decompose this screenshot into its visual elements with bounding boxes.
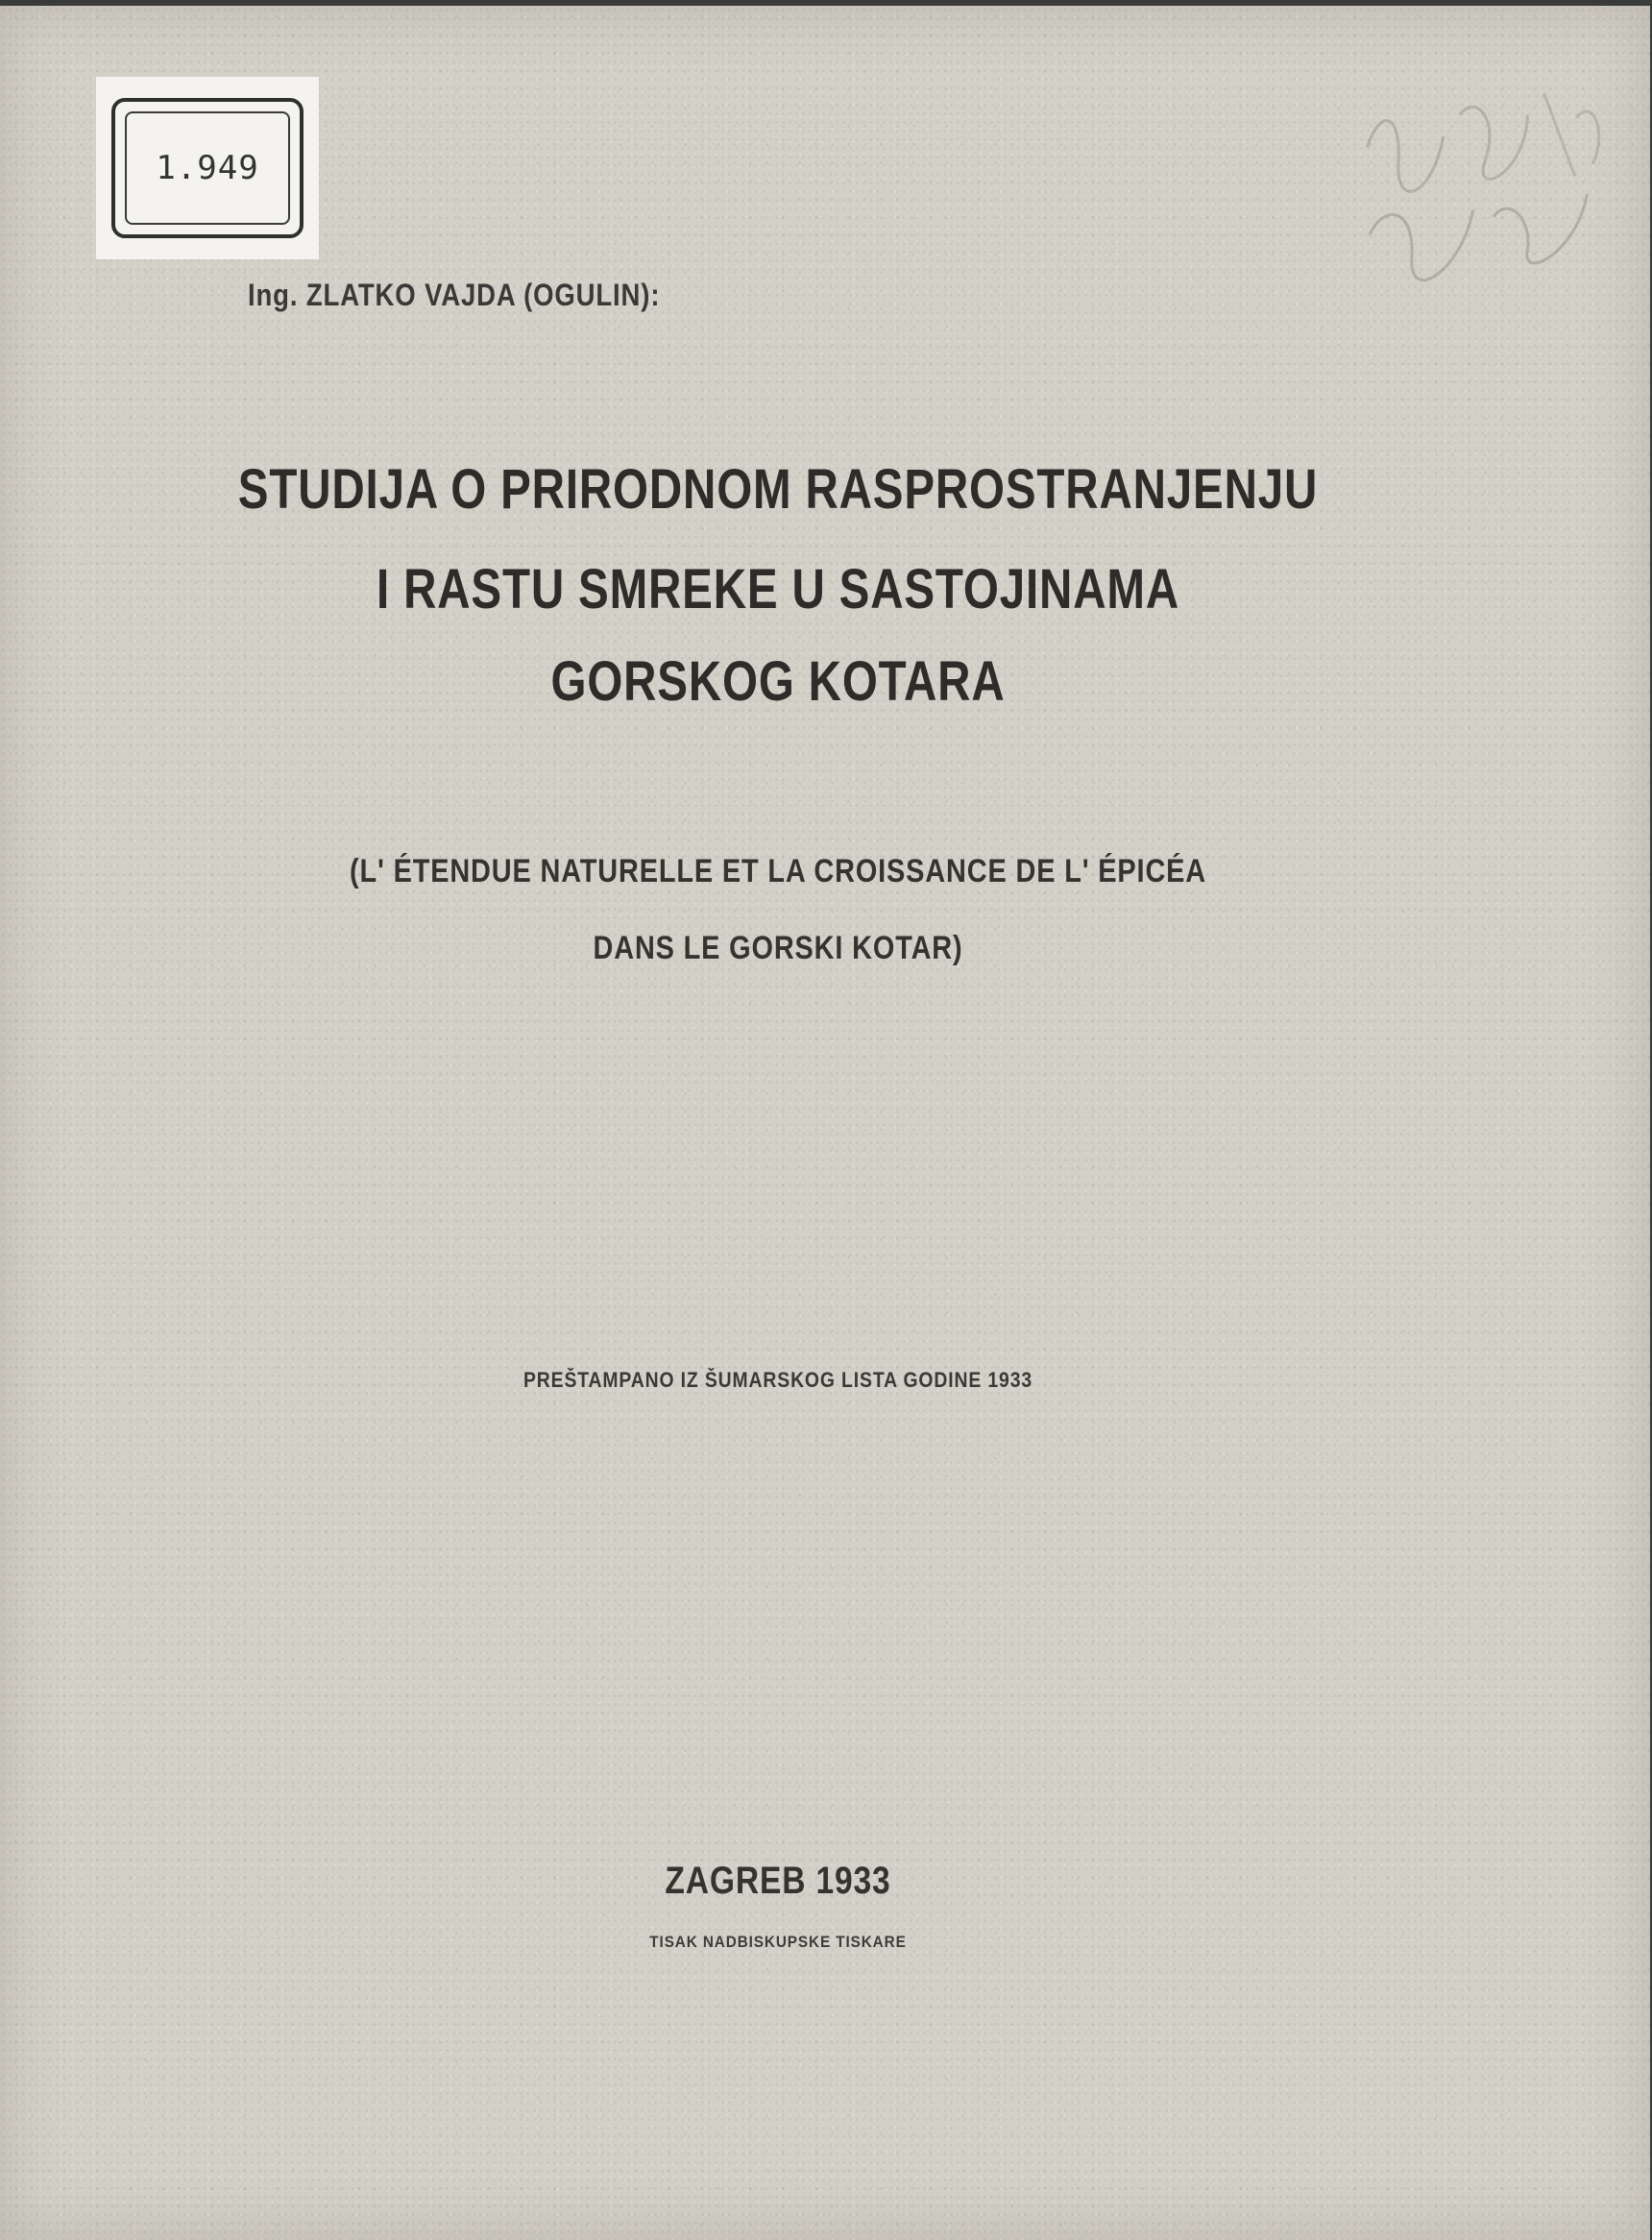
label-number: 1.949 <box>125 111 291 226</box>
pencil-marks <box>1330 54 1646 313</box>
subtitle-line-1: (L' ÉTENDUE NATURELLE ET LA CROISSANCE DE L' ÉPICÉA <box>349 853 1207 889</box>
library-label <box>96 77 319 259</box>
title-line-1: STUDIJA O PRIRODNOM RASPROSTRANJENJU <box>237 458 1319 521</box>
imprint-place-year: ZAGREB 1933 <box>665 1860 891 1902</box>
title-line-3: GORSKOG KOTARA <box>550 650 1006 713</box>
pencil-scribble-icon <box>1330 54 1646 313</box>
subtitle-line-2: DANS LE GORSKI KOTAR) <box>593 930 963 966</box>
label-frame <box>111 98 304 238</box>
imprint-printer: TISAK NADBISKUPSKE TISKARE <box>649 1933 907 1951</box>
document-page <box>0 6 1650 2240</box>
author-line: Ing. ZLATKO VAJDA (OGULIN): <box>248 278 661 312</box>
title-line-2: I RASTU SMREKE U SASTOJINAMA <box>377 558 1179 621</box>
reprint-note: PREŠTAMPANO IZ ŠUMARSKOG LISTA GODINE 1933 <box>523 1368 1032 1392</box>
